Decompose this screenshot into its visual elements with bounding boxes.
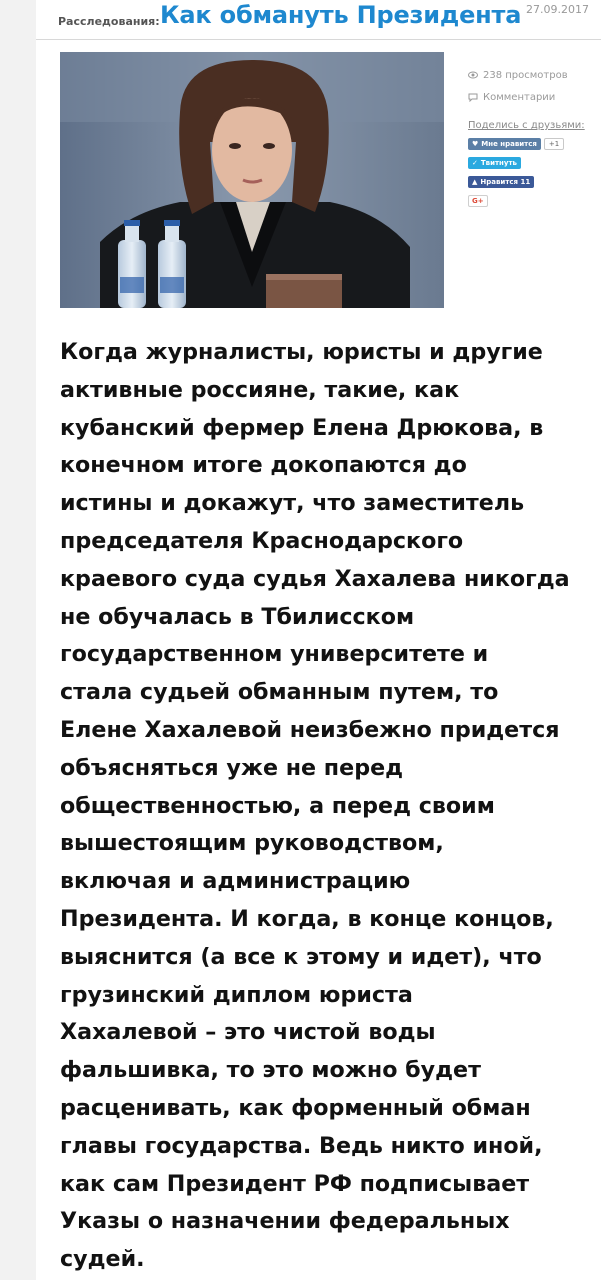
article-line: Хахалевой – это чистой воды — [60, 1019, 436, 1046]
article-line: конечном итоге докопаются до — [60, 452, 467, 479]
article-header — [36, 0, 601, 40]
views-count: 238 просмотров — [483, 69, 568, 81]
vk-like-button[interactable] — [468, 138, 541, 150]
article-line: истины и докажут, что заместитель — [60, 490, 525, 517]
article-line: включая и администрацию — [60, 868, 411, 895]
comments-link[interactable]: Комментарии — [483, 91, 556, 103]
article-line: активные россияне, такие, как — [60, 376, 460, 403]
vk-share-row — [468, 137, 593, 150]
article-line: стала судьей обманным путем, то — [60, 679, 499, 706]
article-line: государственном университете и — [60, 641, 489, 668]
article-line: объясняться уже не перед — [60, 754, 404, 781]
vk-like-label: Мне нравится — [481, 139, 537, 148]
article-line: Президента. И когда, в конце концов, — [60, 905, 554, 932]
article-line: председателя Краснодарского — [60, 527, 464, 554]
article-line: Указы о назначении федеральных — [60, 1208, 510, 1235]
article-photo-image — [60, 52, 444, 308]
gplus-button[interactable]: G+ — [468, 195, 488, 207]
facebook-share-row — [468, 175, 593, 188]
article-line: судей. — [60, 1246, 145, 1273]
article-line: вышестоящим руководством, — [60, 830, 444, 857]
share-label[interactable]: Поделись с друзьями: — [468, 120, 585, 131]
article-line: выяснится (а все к этому и идет), что — [60, 943, 542, 970]
rubric-label: Расследования: — [58, 15, 160, 28]
eye-icon — [468, 70, 478, 80]
article-line: Елене Хахалевой неизбежно придется — [60, 716, 560, 743]
article-line: главы государства. Ведь никто иной, — [60, 1132, 543, 1159]
tweet-label: Твитнуть — [480, 158, 517, 167]
thumbs-up-icon: ▲ — [472, 177, 478, 186]
facebook-like-button[interactable] — [468, 176, 534, 188]
gplus-share-row — [468, 194, 593, 207]
article-photo — [60, 52, 444, 308]
article-line: общественностью, а перед своим — [60, 792, 495, 819]
article-line: не обучалась в Тбилисском — [60, 603, 415, 630]
publish-date: 27.09.2017 — [526, 3, 589, 16]
comments-row[interactable] — [468, 88, 593, 106]
article-line: фальшивка, то это можно будет — [60, 1057, 481, 1084]
article-line: краевого суда судья Хахалева никогда — [60, 565, 570, 592]
article-line: грузинский диплом юриста — [60, 981, 413, 1008]
article-line: как сам Президент РФ подписывает — [60, 1170, 530, 1197]
article-line: кубанский фермер Елена Дрюкова, в — [60, 414, 544, 441]
article-meta-sidebar — [468, 66, 593, 207]
vk-like-count: +1 — [544, 138, 564, 150]
twitter-bird-icon: ✓ — [472, 158, 478, 167]
heart-icon: ♥ — [472, 139, 479, 148]
twitter-share-row — [468, 156, 593, 169]
comment-icon — [468, 92, 478, 102]
article-body — [60, 334, 590, 1279]
article-line: расценивать, как форменный обман — [60, 1094, 531, 1121]
article-title[interactable]: Как обмануть Президента — [160, 1, 522, 29]
tweet-button[interactable] — [468, 157, 521, 169]
facebook-like-label: Нравится 11 — [480, 177, 531, 186]
article-line: Когда журналисты, юристы и другие — [60, 339, 543, 365]
views-row — [468, 66, 593, 84]
page — [36, 0, 601, 1280]
